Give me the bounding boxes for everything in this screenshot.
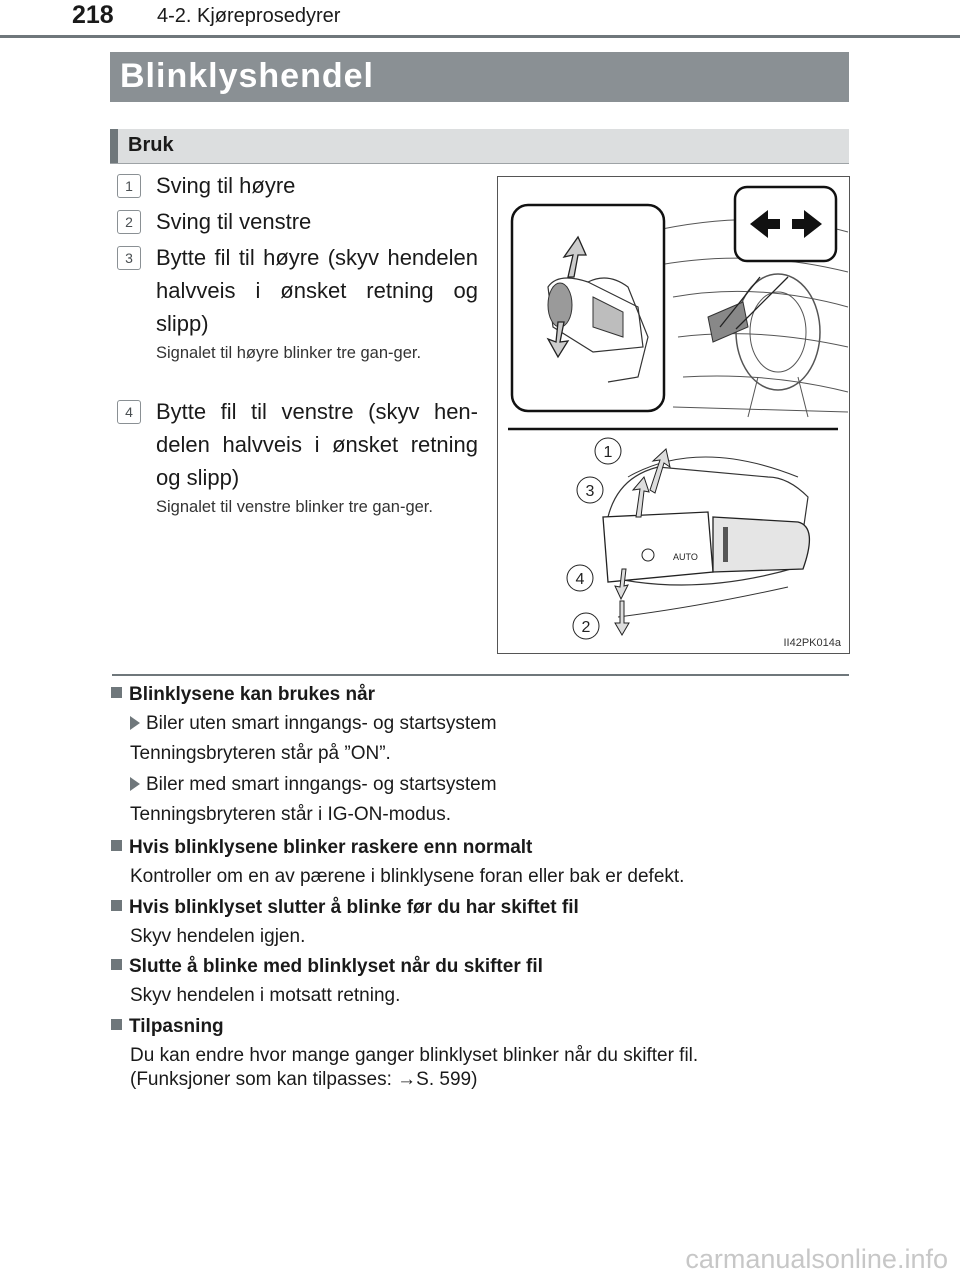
note-body: Kontroller om en av pærene i blinklysene foran eller bak er defekt.: [130, 866, 685, 887]
subheading-banner: [110, 129, 849, 164]
subheading-accent-bar: [110, 129, 118, 163]
note-body: (Funksjoner som kan tilpasses: →S. 599): [130, 1069, 478, 1090]
bullet-square-icon: [111, 959, 122, 970]
note-body: Skyv hendelen igjen.: [130, 926, 306, 947]
step-2: [117, 209, 477, 243]
note-arrow-item: Biler uten smart inngangs- og startsystem: [130, 712, 497, 736]
illustration-code: II42PK014a: [783, 637, 841, 649]
illustration-svg: [498, 177, 849, 653]
step-1: [117, 173, 477, 207]
arrow-bullet-icon: [130, 716, 140, 730]
step-3: [117, 245, 477, 395]
note-body: Tenningsbryteren står på ”ON”.: [130, 743, 391, 764]
step-text: Sving til venstre: [156, 209, 312, 234]
step-4: [117, 399, 477, 549]
section-title: 4-2. Kjøreprosedyrer: [157, 5, 341, 27]
note-arrow-item: Biler med smart inngangs- og startsystem: [130, 773, 497, 797]
step-text: Bytte fil til høyre (skyv hendelen halvveis i ønsket retning og slipp): [156, 245, 478, 336]
note-body: Skyv hendelen i motsatt retning.: [130, 985, 401, 1006]
callout-4: 4: [575, 571, 585, 588]
note-heading: Hvis blinklyset slutter å blinke før du har skiftet fil: [111, 896, 579, 920]
page-number: 218: [72, 1, 114, 29]
note-heading: Tilpasning: [111, 1015, 224, 1039]
step-badge: 1: [117, 174, 141, 198]
bullet-square-icon: [111, 1019, 122, 1030]
callout-1: 1: [603, 444, 613, 461]
note-heading: Slutte å blinke med blinklyset når du skifter fil: [111, 955, 543, 979]
bullet-square-icon: [111, 687, 122, 698]
arrow-bullet-icon: [130, 777, 140, 791]
lever-auto-label: AUTO: [673, 552, 698, 562]
step-text: Sving til høyre: [156, 173, 296, 198]
note-body: Du kan endre hvor mange ganger blinklyset blinker når du skifter fil.: [130, 1045, 699, 1066]
section-rule: [112, 674, 849, 676]
step-text: Bytte fil til venstre (skyv hen-delen halvveis i ønsket retning og slipp): [156, 399, 478, 490]
header-rule: [0, 35, 960, 38]
step-note: Signalet til venstre blinker tre gan-ger.: [156, 498, 433, 516]
turn-signal-lever-illustration: [497, 176, 850, 654]
note-heading: Blinklysene kan brukes når: [111, 683, 375, 707]
note-heading: Hvis blinklysene blinker raskere enn normalt: [111, 836, 532, 860]
step-note: Signalet til høyre blinker tre gan-ger.: [156, 344, 422, 362]
step-badge: 2: [117, 210, 141, 234]
subheading-title: Bruk: [128, 134, 174, 156]
callout-3: 3: [585, 483, 595, 500]
title-banner: [110, 52, 849, 102]
bullet-square-icon: [111, 840, 122, 851]
step-badge: 3: [117, 246, 141, 270]
bullet-square-icon: [111, 900, 122, 911]
callout-2: 2: [581, 619, 591, 636]
note-body: Tenningsbryteren står i IG-ON-modus.: [130, 804, 452, 825]
watermark: carmanualsonline.info: [685, 1244, 948, 1274]
page-title: Blinklyshendel: [120, 57, 374, 95]
step-badge: 4: [117, 400, 141, 424]
